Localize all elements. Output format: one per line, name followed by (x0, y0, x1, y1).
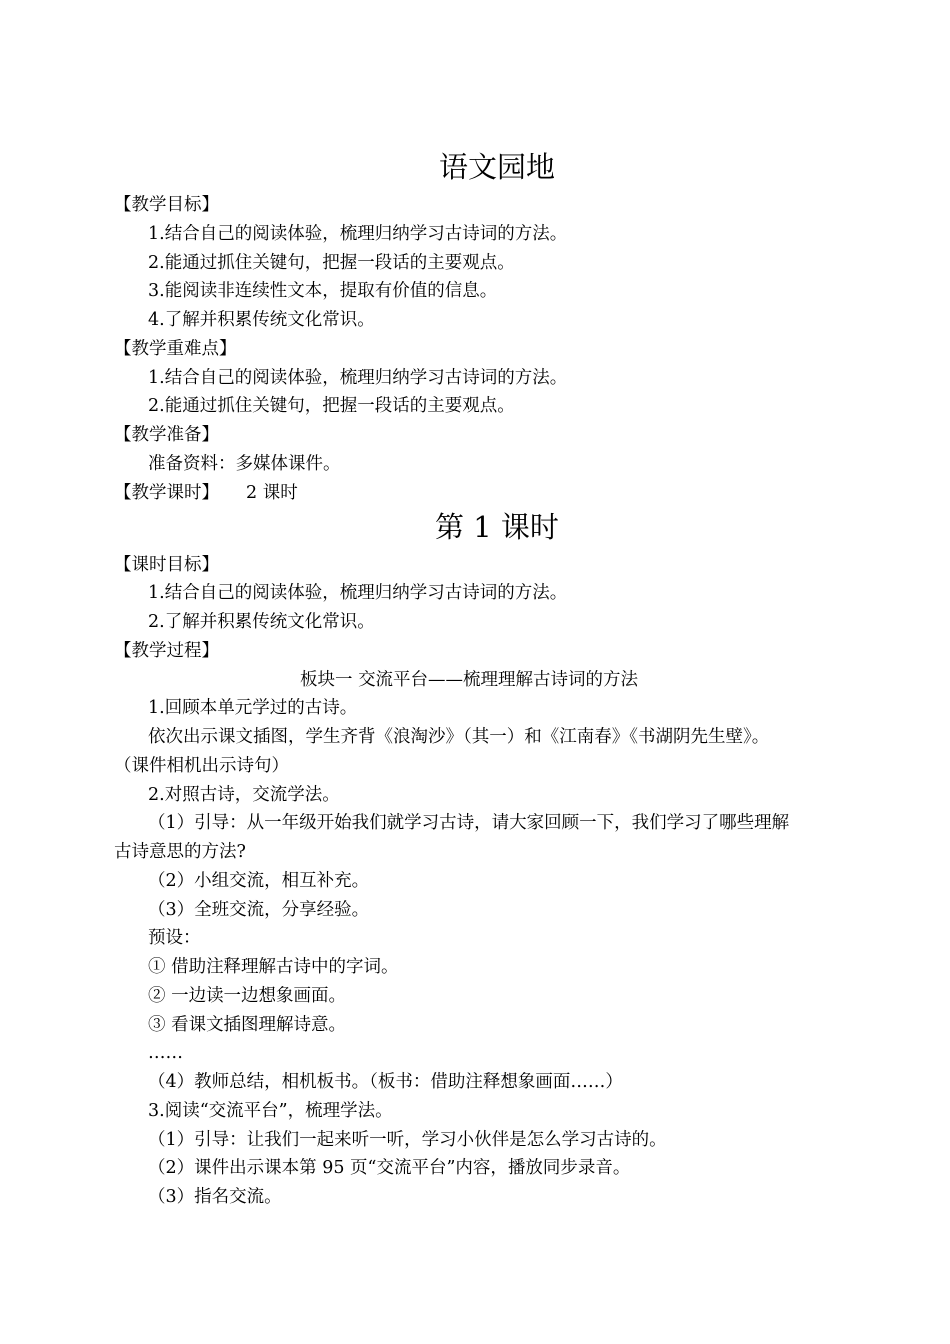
paragraph: （2）课件出示课本第 95 页“交流平台”内容，播放同步录音。 (148, 1158, 631, 1178)
objective-item: 4.了解并积累传统文化常识。 (148, 310, 375, 330)
prep-text: 准备资料：多媒体课件。 (148, 454, 341, 474)
block-title: 板块一 交流平台——梳理理解古诗词的方法 (300, 670, 639, 690)
lesson-objective-item: 1.结合自己的阅读体验，梳理归纳学习古诗词的方法。 (148, 583, 568, 603)
paragraph: （2）小组交流，相互补充。 (148, 871, 370, 891)
keypoints-heading: 【教学重难点】 (114, 339, 237, 359)
paragraph: 3.阅读“交流平台”，梳理学法。 (148, 1101, 393, 1121)
prep-heading: 【教学准备】 (114, 425, 219, 445)
objective-item: 1.结合自己的阅读体验，梳理归纳学习古诗词的方法。 (148, 224, 568, 244)
paragraph: （课件相机出示诗句） (114, 756, 289, 776)
objective-item: 3.能阅读非连续性文本，提取有价值的信息。 (148, 281, 498, 301)
list-item: ③ 看课文插图理解诗意。 (148, 1015, 347, 1035)
paragraph: 依次出示课文插图，学生齐背《浪淘沙》（其一）和《江南春》《书湖阴先生壁》。 (148, 727, 770, 747)
paragraph: （4）教师总结，相机板书。（板书：借助注释想象画面……） (148, 1072, 623, 1092)
paragraph: （1）引导：从一年级开始我们就学习古诗，请大家回顾一下，我们学习了哪些理解 (148, 813, 790, 833)
hours-value: 2 课时 (246, 483, 298, 503)
paragraph: （3）全班交流，分享经验。 (148, 900, 370, 920)
lesson-objective-item: 2.了解并积累传统文化常识。 (148, 612, 375, 632)
list-item: ① 借助注释理解古诗中的字词。 (148, 957, 399, 977)
paragraph: 古诗意思的方法? (114, 842, 246, 862)
lesson-objectives-heading: 【课时目标】 (114, 555, 219, 575)
paragraph: （1）引导：让我们一起来听一听，学习小伙伴是怎么学习古诗的。 (148, 1130, 667, 1150)
list-item: ② 一边读一边想象画面。 (148, 986, 347, 1006)
page-title: 语文园地 (438, 150, 555, 184)
keypoint-item: 1.结合自己的阅读体验，梳理归纳学习古诗词的方法。 (148, 368, 568, 388)
objectives-heading: 【教学目标】 (114, 195, 219, 215)
lesson-title: 第 1 课时 (435, 510, 559, 544)
paragraph: 2.对照古诗，交流学法。 (148, 785, 340, 805)
paragraph: 预设： (148, 928, 201, 948)
hours-heading: 【教学课时】 (114, 483, 219, 503)
paragraph: （3）指名交流。 (148, 1187, 282, 1207)
keypoint-item: 2.能通过抓住关键句，把握一段话的主要观点。 (148, 396, 515, 416)
ellipsis: …… (148, 1043, 183, 1063)
paragraph: 1.回顾本单元学过的古诗。 (148, 698, 358, 718)
process-heading: 【教学过程】 (114, 641, 219, 661)
objective-item: 2.能通过抓住关键句，把握一段话的主要观点。 (148, 253, 515, 273)
